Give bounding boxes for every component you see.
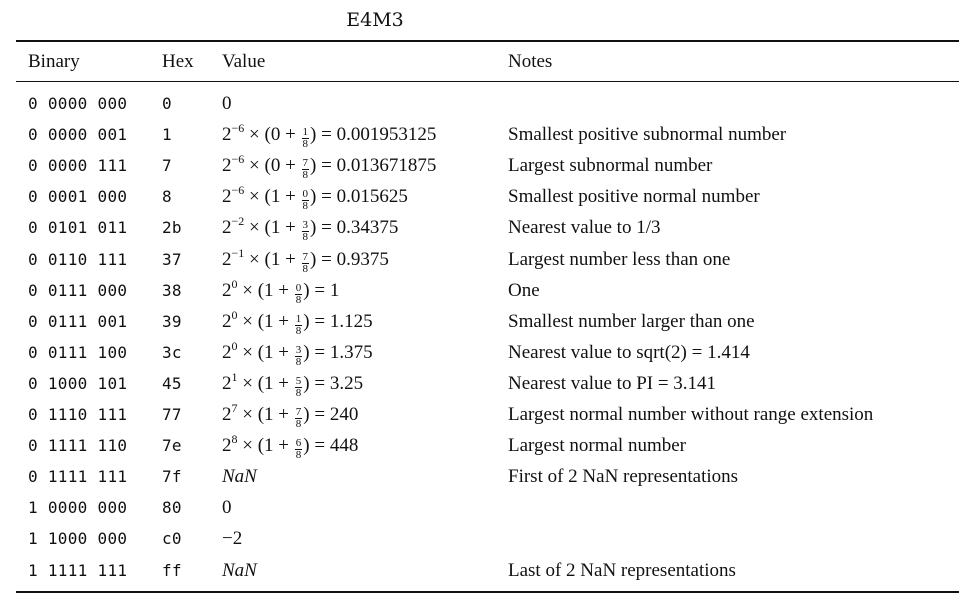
table-row	[0, 181, 975, 212]
fraction-denominator: 8	[302, 169, 309, 182]
binary-cell: 0 1000 101	[28, 373, 128, 393]
notes-cell: Smallest positive subnormal number	[508, 124, 787, 146]
binary-cell: 0 1110 111	[28, 405, 128, 424]
value-cell: 0	[222, 93, 232, 114]
hex-cell: 77	[162, 405, 182, 424]
fraction-denominator: 8	[302, 200, 309, 213]
exponent: −1	[231, 245, 245, 260]
hex-cell: 1	[162, 125, 172, 145]
hex-cell: 7e	[162, 436, 182, 456]
notes-cell: Largest normal number	[508, 435, 686, 457]
fraction-numerator: 7	[302, 157, 309, 170]
mantissa-fraction	[295, 283, 303, 306]
header-binary: Binary	[28, 51, 80, 72]
value-result: 1.125	[329, 310, 373, 332]
mantissa-fraction	[295, 438, 303, 461]
mantissa-fraction	[302, 189, 310, 212]
mantissa-fraction	[302, 252, 310, 275]
fraction-denominator: 8	[295, 386, 302, 399]
binary-cell: 0 0000 001	[28, 125, 128, 145]
fraction-numerator: 6	[295, 437, 302, 450]
hex-cell: 7	[162, 156, 172, 176]
fraction-numerator: 0	[295, 281, 302, 294]
value-result: 0.001953125	[336, 124, 437, 146]
table-row	[0, 555, 975, 586]
binary-cell: 0 0110 111	[28, 249, 128, 269]
table-row	[0, 88, 975, 119]
value-result: 0.9375	[336, 248, 389, 270]
header-hex: Hex	[162, 51, 194, 72]
notes-cell: Largest number less than one	[508, 248, 731, 270]
notes-cell: Nearest value to 1/3	[508, 217, 661, 239]
header-notes: Notes	[508, 51, 553, 72]
value-cell: $2^0 \times (1$ + $\frac{1}{8}$ ) = 1.125	[222, 307, 373, 337]
exponent: 1	[231, 369, 238, 384]
binary-cell: 0 0101 011	[28, 218, 128, 238]
notes-cell: Smallest number larger than one	[508, 310, 755, 332]
hex-cell: 37	[162, 249, 182, 269]
exponent: −6	[231, 152, 245, 167]
value-result: 1.375	[329, 341, 373, 363]
value-cell: $2^0 \times (1$ + $\frac{3}{8}$ ) = 1.375	[222, 338, 373, 368]
table-title: E4M3	[346, 9, 404, 31]
fraction-denominator: 8	[295, 449, 302, 462]
table-row	[0, 150, 975, 181]
table-row	[0, 430, 975, 461]
hex-cell: 39	[162, 311, 182, 331]
table-row	[0, 119, 975, 150]
notes-cell: Largest subnormal number	[508, 155, 713, 177]
exponent: −6	[231, 121, 245, 136]
value-cell: $2^1 \times (1$ + $\frac{5}{8}$ ) = 3.25	[222, 369, 364, 399]
binary-cell: 0 0111 001	[28, 311, 128, 331]
notes-cell: Nearest value to PI = 3.141	[508, 372, 717, 394]
exponent: −2	[231, 214, 245, 229]
notes-cell: Last of 2 NaN representations	[508, 559, 736, 581]
hex-cell: 45	[162, 373, 182, 393]
binary-cell: 1 1111 111	[28, 560, 128, 580]
fraction-numerator: 0	[302, 188, 309, 201]
mantissa-fraction	[295, 407, 303, 430]
table-row	[0, 337, 975, 368]
mantissa-fraction	[295, 376, 303, 399]
value-result: 3.25	[329, 372, 364, 394]
value-cell: NaN	[222, 466, 257, 488]
binary-cell: 0 0000 000	[28, 94, 128, 113]
value-result: 0.34375	[336, 217, 399, 239]
table-row	[0, 244, 975, 275]
mantissa-fraction	[302, 127, 310, 150]
table-row	[0, 212, 975, 243]
value-result: 1	[329, 279, 340, 301]
fraction-numerator: 7	[295, 406, 302, 418]
binary-cell: 1 1000 000	[28, 529, 128, 549]
value-result: 0.015625	[336, 186, 408, 208]
value-cell: $2^{-2} \times (1$ + $\frac{3}{8}$ ) = 0.34375	[222, 214, 399, 244]
fraction-denominator: 8	[295, 293, 302, 306]
table-row	[0, 275, 975, 306]
mantissa-fraction	[302, 158, 310, 181]
table-row	[0, 368, 975, 399]
value-cell: $2^7 \times (1$ + $\frac{7}{8}$ ) = 240	[222, 401, 359, 430]
fraction-numerator: 3	[295, 343, 302, 356]
binary-cell: 1 0000 000	[28, 498, 128, 518]
binary-cell: 0 0111 000	[28, 280, 128, 300]
hex-cell: 38	[162, 280, 182, 300]
value-cell: $2^{-6} \times (1$ + $\frac{0}{8}$ ) = 0.015625	[222, 183, 408, 213]
notes-cell: Smallest positive normal number	[508, 186, 760, 208]
hex-cell: c0	[162, 529, 182, 549]
fraction-denominator: 8	[295, 355, 302, 368]
binary-cell: 0 1111 111	[28, 467, 128, 487]
value-cell: 0	[222, 497, 232, 519]
binary-cell: 0 0001 000	[28, 187, 128, 207]
exponent: 0	[231, 338, 238, 353]
hex-cell: 0	[162, 94, 172, 113]
value-cell: $2^0 \times (1$ + $\frac{0}{8}$ ) = 1	[222, 276, 340, 306]
binary-cell: 0 0000 111	[28, 156, 128, 176]
hex-cell: ff	[162, 560, 182, 580]
table-row	[0, 399, 975, 430]
table-row	[0, 306, 975, 337]
exponent: 7	[231, 401, 238, 415]
binary-cell: 0 1111 110	[28, 436, 128, 456]
fraction-numerator: 1	[302, 126, 309, 139]
notes-cell: Largest normal number without range extension	[508, 404, 874, 425]
mantissa-fraction	[295, 345, 303, 368]
exponent: 8	[231, 432, 238, 447]
hex-cell: 8	[162, 187, 172, 207]
value-result: 448	[329, 435, 359, 457]
exponent: −6	[231, 183, 245, 198]
table-row	[0, 523, 975, 554]
hex-cell: 7f	[162, 467, 182, 487]
fraction-numerator: 5	[295, 374, 302, 387]
table-row	[0, 461, 975, 492]
fraction-denominator: 8	[302, 138, 309, 151]
value-cell: $2^8 \times (1$ + $\frac{6}{8}$ ) = 448	[222, 432, 359, 462]
top-rule	[16, 40, 959, 42]
hex-cell: 80	[162, 498, 182, 518]
header-rule	[16, 81, 959, 82]
value-cell: $2^{-6} \times (0$ + $\frac{7}{8}$ ) = 0.013671875	[222, 152, 437, 182]
mantissa-fraction	[295, 314, 303, 337]
value-result: 0.013671875	[336, 155, 437, 177]
hex-cell: 2b	[162, 218, 182, 238]
fraction-denominator: 8	[302, 231, 309, 244]
exponent: 0	[231, 276, 238, 291]
fraction-denominator: 8	[295, 324, 302, 337]
value-cell: NaN	[222, 559, 257, 581]
value-cell: $2^{-6} \times (0$ + $\frac{1}{8}$ ) = 0.001953125	[222, 121, 437, 151]
bottom-rule	[16, 591, 959, 593]
value-cell: −2	[222, 528, 243, 550]
notes-cell: Nearest value to sqrt(2) = 1.414	[508, 341, 750, 363]
hex-cell: 3c	[162, 342, 182, 362]
value-cell: $2^{-1} \times (1$ + $\frac{7}{8}$ ) = 0.9375	[222, 245, 389, 275]
notes-cell: First of 2 NaN representations	[508, 466, 739, 488]
header-value: Value	[222, 51, 266, 72]
notes-cell: One	[508, 279, 540, 301]
fraction-numerator: 3	[302, 219, 309, 232]
binary-cell: 0 0111 100	[28, 342, 128, 362]
fraction-numerator: 7	[302, 250, 309, 263]
fraction-denominator: 8	[302, 262, 309, 275]
exponent: 0	[231, 307, 238, 322]
value-result: 240	[329, 404, 359, 425]
table-row	[0, 492, 975, 523]
mantissa-fraction	[302, 220, 310, 243]
fraction-numerator: 1	[295, 312, 302, 325]
fraction-denominator: 8	[295, 418, 302, 430]
